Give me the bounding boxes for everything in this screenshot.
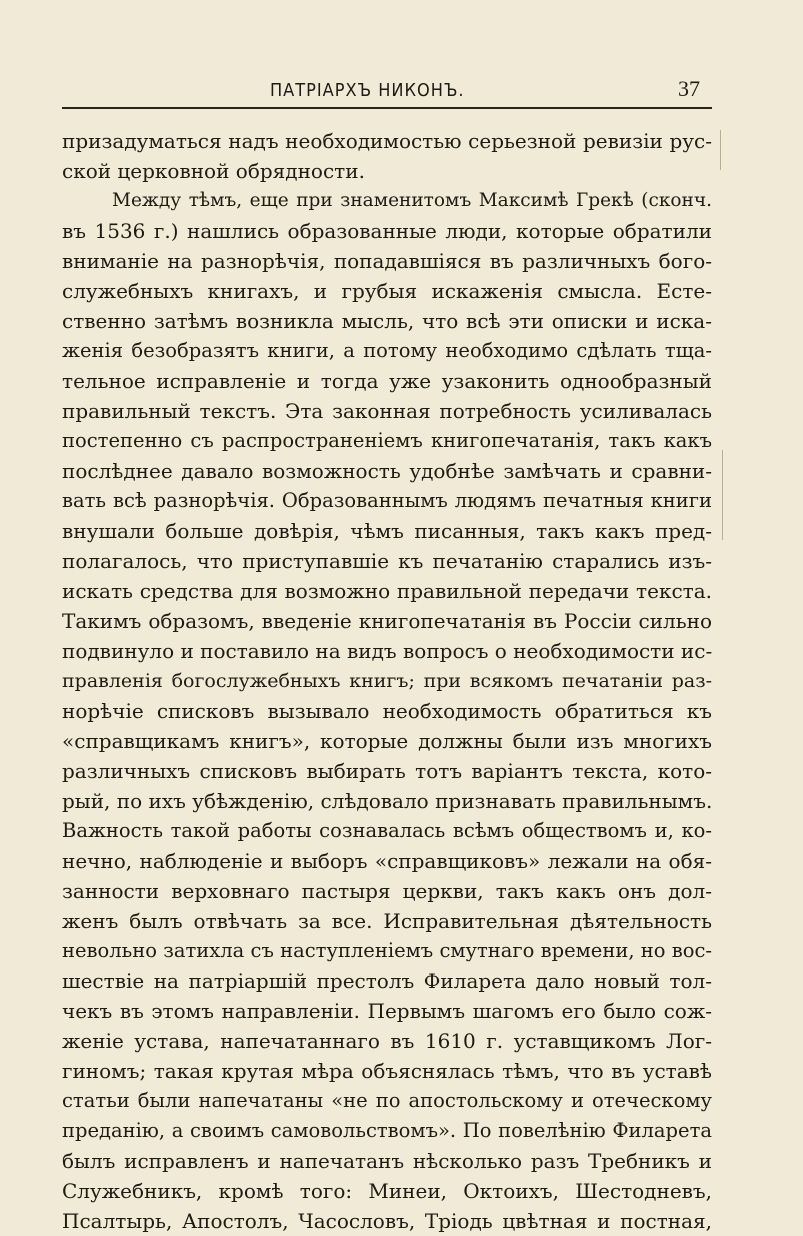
text-line: гиномъ; такая крутая мѣра объяснялась тѣмъ, что въ уставѣ bbox=[62, 1059, 712, 1083]
text-line: подвинуло и поставило на видъ вопросъ о необходимости ис- bbox=[62, 639, 712, 663]
text-line: шествіе на патріаршій престолъ Филарета дало новый тол- bbox=[62, 969, 712, 993]
text-line: ской церковной обрядности. bbox=[62, 159, 365, 183]
text-line: Служебникъ, кромѣ того: Минеи, Октоихъ, Шестодневъ, bbox=[62, 1179, 712, 1203]
text-line: внушали больше довѣрія, чѣмъ писанныя, такъ какъ пред- bbox=[62, 519, 712, 543]
text-line: преданію, а своимъ самовольствомъ». По повелѣнію Филарета bbox=[62, 1119, 712, 1142]
text-line: былъ исправленъ и напечатанъ нѣсколько разъ Требникъ и bbox=[62, 1149, 712, 1173]
text-line: невольно затихла съ наступленіемъ смутнаго времени, но вос- bbox=[62, 939, 712, 962]
header-rule bbox=[62, 107, 712, 109]
text-line: правильный текстъ. Эта законная потребность усиливалась bbox=[62, 399, 712, 423]
text-line: искать средства для возможно правильной передачи текста. bbox=[62, 579, 712, 603]
text-line: вниманіе на разнорѣчія, попадавшіяся въ различныхъ бого- bbox=[62, 249, 712, 273]
text-line: Псалтырь, Апостолъ, Часословъ, Тріодь цвѣтная и постная, bbox=[62, 1209, 712, 1233]
text-line: тельное исправленіе и тогда уже узаконить однообразный bbox=[62, 369, 712, 393]
text-line: Важность такой работы сознавалась всѣмъ обществомъ и, ко- bbox=[62, 819, 712, 842]
text-line: вать всѣ разнорѣчія. Образованнымъ людямъ печатныя книги bbox=[62, 489, 712, 512]
text-line: женія безобразятъ книги, а потому необходимо сдѣлать тща- bbox=[62, 339, 712, 362]
running-title: ПАТРІАРХЪ НИКОНЪ. bbox=[270, 80, 465, 101]
text-line: правленія богослужебныхъ книгъ; при всякомъ печатаніи раз- bbox=[62, 670, 712, 692]
text-line: женіе устава, напечатаннаго въ 1610 г. уставщикомъ Лог- bbox=[62, 1029, 712, 1053]
text-line: Между тѣмъ, еще при знаменитомъ Максимѣ Грекѣ (сконч. bbox=[112, 190, 712, 211]
text-line: ственно затѣмъ возникла мысль, что всѣ эти описки и иска- bbox=[62, 309, 712, 333]
text-line: статьи были напечатаны «не по апостольскому и отеческому bbox=[62, 1089, 712, 1112]
text-line: полагалось, что приступавшіе къ печатанію старались изъ- bbox=[62, 549, 712, 573]
text-line: въ 1536 г.) нашлись образованные люди, которые обратили bbox=[62, 219, 712, 243]
text-line: постепенно съ распространеніемъ книгопечатанія, такъ какъ bbox=[62, 429, 712, 452]
text-line: занности верховнаго пастыря церкви, такъ какъ онъ дол- bbox=[62, 879, 712, 903]
text-line: призадуматься надъ необходимостью серьезной ревизіи рус- bbox=[62, 129, 712, 153]
margin-pencil-mark bbox=[722, 450, 723, 540]
text-line: норѣчіе списковъ вызывало необходимость обратиться къ bbox=[62, 699, 712, 723]
text-line: чекъ въ этомъ направленіи. Первымъ шагомъ его было сож- bbox=[62, 999, 712, 1023]
text-line: женъ былъ отвѣчать за все. Исправительная дѣятельность bbox=[62, 909, 712, 933]
text-line: рый, по ихъ убѣжденію, слѣдовало признавать правильнымъ. bbox=[62, 789, 712, 813]
body-text bbox=[62, 126, 712, 1236]
text-line: нечно, наблюденіе и выборъ «справщиковъ» лежали на обя- bbox=[62, 849, 712, 873]
margin-pencil-mark bbox=[720, 130, 721, 170]
text-line: служебныхъ книгахъ, и грубыя искаженія смысла. Есте- bbox=[62, 279, 712, 303]
text-line: Такимъ образомъ, введеніе книгопечатанія въ Россіи сильно bbox=[62, 609, 712, 633]
page-number: 37 bbox=[678, 76, 700, 101]
text-line: послѣднее давало возможность удобнѣе замѣчать и сравни- bbox=[62, 459, 712, 483]
text-line: различныхъ списковъ выбирать тотъ варіантъ текста, кото- bbox=[62, 759, 712, 783]
text-line: «справщикамъ книгъ», которые должны были изъ многихъ bbox=[62, 729, 712, 753]
